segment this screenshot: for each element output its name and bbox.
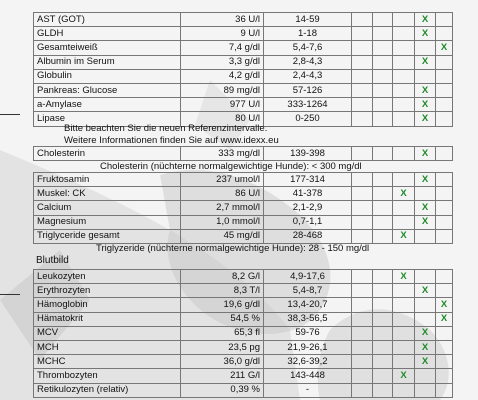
range-mark: X bbox=[421, 216, 429, 228]
range-indicator-cell bbox=[436, 13, 453, 27]
range-indicator-cell bbox=[393, 270, 415, 284]
range-indicator-cell bbox=[373, 312, 393, 326]
range-indicator-cell bbox=[415, 383, 436, 397]
range-indicator-cell bbox=[352, 187, 373, 201]
parameter-name: MCV bbox=[34, 326, 181, 340]
parameter-name: Globulin bbox=[34, 69, 181, 83]
range-indicator-cell bbox=[352, 312, 373, 326]
range-indicator-cell bbox=[436, 229, 453, 243]
range-indicator-cell bbox=[373, 326, 393, 340]
range-mark: X bbox=[421, 341, 429, 353]
table-row bbox=[34, 98, 453, 112]
range-indicator-cell bbox=[393, 173, 415, 187]
parameter-name: Albumin im Serum bbox=[34, 55, 181, 69]
range-indicator-cell bbox=[415, 27, 436, 41]
range-mark: X bbox=[421, 201, 429, 213]
lab-results-table-cholesterol bbox=[33, 146, 453, 161]
range-indicator-cell bbox=[415, 355, 436, 369]
result-value: 4,2 g/dl bbox=[181, 69, 264, 83]
range-indicator-cell bbox=[415, 98, 436, 112]
range-indicator-cell bbox=[373, 229, 393, 243]
range-indicator-cell bbox=[393, 298, 415, 312]
parameter-name: Muskel: CK bbox=[34, 187, 181, 201]
result-value: 54,5 % bbox=[181, 312, 264, 326]
range-mark: X bbox=[421, 98, 429, 110]
range-indicator-cell bbox=[393, 41, 415, 55]
range-mark: X bbox=[421, 147, 429, 159]
triglyceride-note: Triglyzeride (nüchterne normalgewichtige Hunde): 28 - 150 mg/dl bbox=[96, 243, 370, 254]
parameter-name: Gesamteiweiß bbox=[34, 41, 181, 55]
result-value: 36,0 g/dl bbox=[181, 355, 264, 369]
range-indicator-cell bbox=[415, 369, 436, 383]
range-mark: X bbox=[421, 327, 429, 339]
reference-range: 2,1-2,9 bbox=[264, 201, 352, 215]
range-indicator-cell bbox=[373, 69, 393, 83]
range-indicator-cell bbox=[436, 187, 453, 201]
range-indicator-cell bbox=[415, 201, 436, 215]
range-indicator-cell bbox=[436, 355, 453, 369]
table-row bbox=[34, 13, 453, 27]
reference-range: 14-59 bbox=[264, 13, 352, 27]
lab-results-table-metabolic bbox=[33, 172, 453, 244]
table-row bbox=[34, 69, 453, 83]
range-mark: X bbox=[400, 270, 407, 282]
range-indicator-cell bbox=[352, 355, 373, 369]
reference-range: 21,9-26,1 bbox=[264, 340, 352, 354]
range-indicator-cell bbox=[415, 173, 436, 187]
range-indicator-cell bbox=[436, 41, 453, 55]
range-indicator-cell bbox=[352, 55, 373, 69]
range-indicator-cell bbox=[415, 55, 436, 69]
range-indicator-cell bbox=[393, 229, 415, 243]
reference-range: 2,8-4,3 bbox=[264, 55, 352, 69]
table-row bbox=[34, 215, 453, 229]
range-indicator-cell bbox=[436, 326, 453, 340]
range-indicator-cell bbox=[393, 98, 415, 112]
reference-range: 0-250 bbox=[264, 112, 352, 126]
reference-range: 143-448 bbox=[264, 369, 352, 383]
parameter-name: Hämatokrit bbox=[34, 312, 181, 326]
reference-range: 333-1264 bbox=[264, 98, 352, 112]
range-indicator-cell bbox=[436, 83, 453, 97]
range-indicator-cell bbox=[393, 13, 415, 27]
range-indicator-cell bbox=[436, 55, 453, 69]
parameter-name: Magnesium bbox=[34, 215, 181, 229]
range-indicator-cell bbox=[393, 369, 415, 383]
result-value: 1,0 mmol/l bbox=[181, 215, 264, 229]
range-indicator-cell bbox=[415, 326, 436, 340]
range-indicator-cell bbox=[415, 69, 436, 83]
parameter-name: Leukozyten bbox=[34, 270, 181, 284]
parameter-name: Pankreas: Glucose bbox=[34, 83, 181, 97]
range-indicator-cell bbox=[352, 147, 373, 161]
range-indicator-cell bbox=[415, 13, 436, 27]
reference-range: - bbox=[264, 383, 352, 397]
cholesterol-note: Cholesterin (nüchterne normalgewichtige Hunde): < 300 mg/dl bbox=[100, 161, 362, 172]
range-indicator-cell bbox=[373, 340, 393, 354]
result-value: 36 U/l bbox=[181, 13, 264, 27]
range-indicator-cell bbox=[436, 312, 453, 326]
table-row bbox=[34, 270, 453, 284]
range-indicator-cell bbox=[373, 13, 393, 27]
table-row bbox=[34, 55, 453, 69]
range-indicator-cell bbox=[436, 383, 453, 397]
range-indicator-cell bbox=[393, 147, 415, 161]
range-indicator-cell bbox=[415, 284, 436, 298]
table-row bbox=[34, 340, 453, 354]
reference-note-line: Bitte beachten Sie die neuen Referenzintervalle. bbox=[64, 123, 268, 134]
range-indicator-cell bbox=[393, 383, 415, 397]
range-mark: X bbox=[440, 41, 448, 53]
reference-range: 13,4-20,7 bbox=[264, 298, 352, 312]
reference-note bbox=[64, 123, 444, 147]
table-row bbox=[34, 369, 453, 383]
parameter-name: GLDH bbox=[34, 27, 181, 41]
range-indicator-cell bbox=[436, 340, 453, 354]
range-indicator-cell bbox=[373, 41, 393, 55]
range-indicator-cell bbox=[436, 298, 453, 312]
parameter-name: Thrombozyten bbox=[34, 369, 181, 383]
range-indicator-cell bbox=[352, 13, 373, 27]
range-indicator-cell bbox=[352, 298, 373, 312]
range-indicator-cell bbox=[415, 312, 436, 326]
parameter-name: MCHC bbox=[34, 355, 181, 369]
result-value: 89 mg/dl bbox=[181, 83, 264, 97]
reference-range: 59-76 bbox=[264, 326, 352, 340]
reference-range: 0,7-1,1 bbox=[264, 215, 352, 229]
reference-range: 32,6-39,2 bbox=[264, 355, 352, 369]
range-indicator-cell bbox=[373, 369, 393, 383]
range-indicator-cell bbox=[352, 98, 373, 112]
parameter-name: Triglyceride gesamt bbox=[34, 229, 181, 243]
range-mark: X bbox=[400, 187, 407, 199]
reference-range: 5,4-8,7 bbox=[264, 284, 352, 298]
range-indicator-cell bbox=[415, 83, 436, 97]
range-indicator-cell bbox=[393, 284, 415, 298]
range-indicator-cell bbox=[373, 173, 393, 187]
range-mark: X bbox=[421, 56, 429, 68]
range-indicator-cell bbox=[436, 173, 453, 187]
table-row bbox=[34, 187, 453, 201]
result-value: 23,5 pg bbox=[181, 340, 264, 354]
result-value: 977 U/l bbox=[181, 98, 264, 112]
range-indicator-cell bbox=[393, 187, 415, 201]
range-mark: X bbox=[421, 355, 429, 367]
range-indicator-cell bbox=[373, 201, 393, 215]
range-indicator-cell bbox=[352, 41, 373, 55]
result-value: 2,7 mmol/l bbox=[181, 201, 264, 215]
range-indicator-cell bbox=[393, 215, 415, 229]
range-mark: X bbox=[400, 369, 407, 381]
range-indicator-cell bbox=[393, 83, 415, 97]
range-indicator-cell bbox=[352, 340, 373, 354]
result-value: 19,6 g/dl bbox=[181, 298, 264, 312]
result-value: 65,3 fl bbox=[181, 326, 264, 340]
range-mark: X bbox=[400, 230, 407, 242]
parameter-name: Lipase bbox=[34, 112, 181, 126]
parameter-name: MCH bbox=[34, 340, 181, 354]
range-indicator-cell bbox=[373, 55, 393, 69]
result-value: 3,3 g/dl bbox=[181, 55, 264, 69]
range-indicator-cell bbox=[352, 83, 373, 97]
reference-range: 177-314 bbox=[264, 173, 352, 187]
reference-range: 2,4-4,3 bbox=[264, 69, 352, 83]
parameter-name: Hämoglobin bbox=[34, 298, 181, 312]
range-indicator-cell bbox=[352, 215, 373, 229]
range-indicator-cell bbox=[393, 55, 415, 69]
range-indicator-cell bbox=[373, 98, 393, 112]
range-mark: X bbox=[440, 313, 448, 325]
range-indicator-cell bbox=[352, 383, 373, 397]
table-row bbox=[34, 83, 453, 97]
range-indicator-cell bbox=[352, 201, 373, 215]
result-value: 8,3 T/l bbox=[181, 284, 264, 298]
range-mark: X bbox=[421, 284, 429, 296]
parameter-name: a-Amylase bbox=[34, 98, 181, 112]
table-row bbox=[34, 201, 453, 215]
range-indicator-cell bbox=[415, 215, 436, 229]
section-title-blutbild: Blutbild bbox=[36, 255, 69, 266]
reference-range: 38,3-56,5 bbox=[264, 312, 352, 326]
parameter-name: Fruktosamin bbox=[34, 173, 181, 187]
parameter-name: Calcium bbox=[34, 201, 181, 215]
range-indicator-cell bbox=[352, 173, 373, 187]
range-indicator-cell bbox=[436, 215, 453, 229]
range-indicator-cell bbox=[352, 284, 373, 298]
result-value: 211 G/l bbox=[181, 369, 264, 383]
lab-results-table-chemistry bbox=[33, 12, 453, 127]
table-row bbox=[34, 355, 453, 369]
range-mark: X bbox=[421, 173, 429, 185]
reference-note-line: Weitere Informationen finden Sie auf www.idexx.eu bbox=[64, 135, 279, 146]
range-indicator-cell bbox=[373, 355, 393, 369]
result-value: 7,4 g/dl bbox=[181, 41, 264, 55]
range-indicator-cell bbox=[415, 340, 436, 354]
table-row bbox=[34, 147, 453, 161]
range-indicator-cell bbox=[415, 229, 436, 243]
parameter-name: AST (GOT) bbox=[34, 13, 181, 27]
range-indicator-cell bbox=[373, 298, 393, 312]
range-indicator-cell bbox=[415, 298, 436, 312]
range-indicator-cell bbox=[373, 215, 393, 229]
table-row bbox=[34, 173, 453, 187]
range-indicator-cell bbox=[373, 83, 393, 97]
parameter-name: Erythrozyten bbox=[34, 284, 181, 298]
range-indicator-cell bbox=[436, 98, 453, 112]
range-indicator-cell bbox=[352, 69, 373, 83]
result-value: 0,39 % bbox=[181, 383, 264, 397]
table-row bbox=[34, 298, 453, 312]
reference-range: 57-126 bbox=[264, 83, 352, 97]
table-row bbox=[34, 27, 453, 41]
reference-range: 139-398 bbox=[264, 147, 352, 161]
result-value: 333 mg/dl bbox=[181, 147, 264, 161]
range-indicator-cell bbox=[393, 27, 415, 41]
left-margin-rule bbox=[0, 114, 20, 115]
range-indicator-cell bbox=[393, 326, 415, 340]
parameter-name: Cholesterin bbox=[34, 147, 181, 161]
reference-range: 4,9-17,6 bbox=[264, 270, 352, 284]
table-row bbox=[34, 383, 453, 397]
range-indicator-cell bbox=[373, 187, 393, 201]
result-value: 237 umol/l bbox=[181, 173, 264, 187]
range-indicator-cell bbox=[415, 147, 436, 161]
reference-range: 5,4-7,6 bbox=[264, 41, 352, 55]
reference-range: 28-468 bbox=[264, 229, 352, 243]
range-indicator-cell bbox=[436, 27, 453, 41]
range-mark: X bbox=[421, 13, 429, 25]
lab-results-table-blutbild bbox=[33, 269, 453, 398]
range-indicator-cell bbox=[352, 326, 373, 340]
range-indicator-cell bbox=[415, 187, 436, 201]
range-indicator-cell bbox=[393, 69, 415, 83]
range-indicator-cell bbox=[436, 270, 453, 284]
table-row bbox=[34, 229, 453, 243]
range-mark: X bbox=[421, 112, 429, 124]
range-indicator-cell bbox=[393, 201, 415, 215]
range-indicator-cell bbox=[393, 340, 415, 354]
range-indicator-cell bbox=[415, 41, 436, 55]
range-indicator-cell bbox=[373, 270, 393, 284]
result-value: 9 U/l bbox=[181, 27, 264, 41]
range-mark: X bbox=[421, 84, 429, 96]
range-mark: X bbox=[440, 298, 448, 310]
range-indicator-cell bbox=[373, 284, 393, 298]
range-indicator-cell bbox=[352, 270, 373, 284]
table-row bbox=[34, 312, 453, 326]
range-indicator-cell bbox=[436, 147, 453, 161]
table-row bbox=[34, 326, 453, 340]
range-indicator-cell bbox=[415, 270, 436, 284]
parameter-name: Retikulozyten (relativ) bbox=[34, 383, 181, 397]
result-value: 80 U/l bbox=[181, 112, 264, 126]
left-margin-rule bbox=[0, 294, 20, 295]
table-row bbox=[34, 41, 453, 55]
result-value: 45 mg/dl bbox=[181, 229, 264, 243]
range-indicator-cell bbox=[436, 284, 453, 298]
reference-range: 41-378 bbox=[264, 187, 352, 201]
range-indicator-cell bbox=[373, 383, 393, 397]
range-indicator-cell bbox=[373, 27, 393, 41]
range-indicator-cell bbox=[352, 27, 373, 41]
table-row bbox=[34, 284, 453, 298]
range-mark: X bbox=[421, 27, 429, 39]
range-indicator-cell bbox=[373, 147, 393, 161]
range-indicator-cell bbox=[436, 69, 453, 83]
range-indicator-cell bbox=[352, 369, 373, 383]
range-indicator-cell bbox=[436, 201, 453, 215]
range-indicator-cell bbox=[352, 229, 373, 243]
reference-range: 1-18 bbox=[264, 27, 352, 41]
result-value: 8,2 G/l bbox=[181, 270, 264, 284]
range-indicator-cell bbox=[436, 369, 453, 383]
range-indicator-cell bbox=[393, 312, 415, 326]
result-value: 86 U/l bbox=[181, 187, 264, 201]
range-indicator-cell bbox=[393, 355, 415, 369]
